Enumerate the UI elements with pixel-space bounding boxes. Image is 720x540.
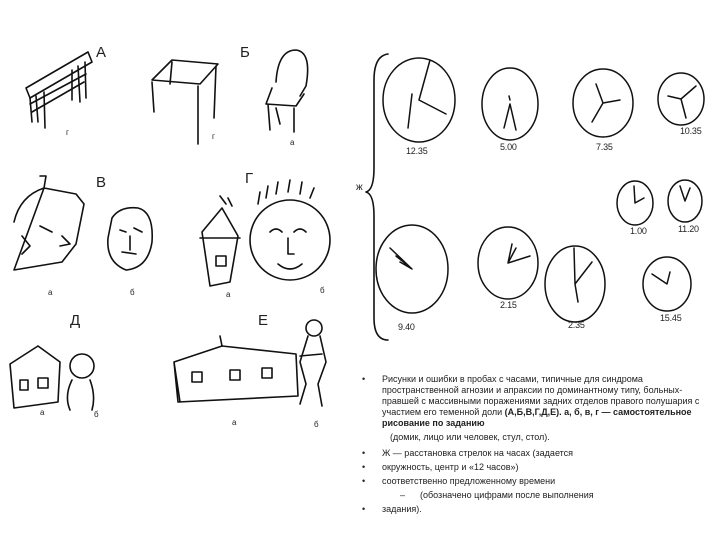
clock-face xyxy=(376,225,448,313)
bullet-icon: • xyxy=(362,448,366,458)
dash-icon: – xyxy=(400,490,406,500)
clock-face xyxy=(383,58,455,142)
sublabel: а xyxy=(226,290,231,299)
clock-time: 15.45 xyxy=(660,313,682,323)
sublabel: а xyxy=(290,138,295,147)
clock-time: 12.35 xyxy=(406,146,428,156)
drawing-house-g xyxy=(200,196,240,286)
caption-bold: (А,Б,В,Г,Д,Е). а, б, в, г — самостоятельное рисование по заданию xyxy=(382,407,692,428)
drawing-face-g xyxy=(250,180,330,280)
clock-time: 7.35 xyxy=(596,142,613,152)
drawing-house-e xyxy=(174,336,298,402)
label-e: Е xyxy=(258,312,269,329)
sublabel: б xyxy=(130,288,135,297)
caption-item xyxy=(360,476,705,487)
label-a: А xyxy=(96,44,107,61)
clock-time: 10.35 xyxy=(680,126,702,136)
clock-time: 11.20 xyxy=(678,224,699,234)
drawing-table xyxy=(26,52,92,128)
bullet-icon: • xyxy=(362,374,366,384)
sublabel: б xyxy=(320,286,325,295)
clock-face xyxy=(573,69,633,137)
drawing-person-d xyxy=(67,354,94,410)
figure-caption xyxy=(360,374,705,518)
drawing-face-v xyxy=(108,208,152,270)
label-b: Б xyxy=(240,44,250,61)
caption-item xyxy=(360,504,705,515)
caption-item xyxy=(360,448,705,459)
clock-face xyxy=(643,257,691,311)
drawing-house-d xyxy=(10,346,60,408)
clock-time: 9.40 xyxy=(398,322,415,332)
drawing-house-v xyxy=(14,176,84,270)
sublabel: а xyxy=(232,418,237,427)
sublabel: б xyxy=(314,420,319,429)
caption-text: соответственно предложенному времени xyxy=(382,476,556,486)
clock-time: 5.00 xyxy=(500,142,517,152)
bullet-icon: • xyxy=(362,504,366,514)
clock-time: 2.15 xyxy=(500,300,517,310)
caption-text: (обозначено цифрами после выполнения xyxy=(420,490,594,500)
caption-item xyxy=(360,490,705,501)
drawing-person-e xyxy=(300,320,326,406)
clock-face xyxy=(482,68,538,140)
clock-face xyxy=(478,227,538,299)
clock-time: 1.00 xyxy=(630,226,647,236)
label-zh: ж xyxy=(356,182,363,193)
label-d: Д xyxy=(70,312,81,329)
clock-face xyxy=(658,73,704,125)
clock-face xyxy=(668,180,702,222)
sublabel: а xyxy=(40,408,45,417)
sublabel: б xyxy=(94,410,99,419)
caption-text: задания). xyxy=(382,504,422,514)
label-g: Г xyxy=(245,170,254,187)
drawing-chair xyxy=(266,50,308,132)
clock-time: 2.35 xyxy=(568,320,585,330)
caption-note: (домик, лицо или человек, стул, стол). xyxy=(390,432,550,442)
label-v: В xyxy=(96,174,107,191)
clock-face xyxy=(617,181,653,225)
sublabel: а xyxy=(48,288,53,297)
caption-item xyxy=(360,374,705,429)
drawing-table-2 xyxy=(152,60,218,144)
caption-item xyxy=(360,462,705,473)
bullet-icon: • xyxy=(362,462,366,472)
sublabel: г xyxy=(66,128,69,137)
clock-face xyxy=(545,246,605,322)
bullet-icon: • xyxy=(362,476,366,486)
caption-text: Ж — расстановка стрелок на часах (задается xyxy=(382,448,574,458)
sublabel: г xyxy=(212,132,215,141)
caption-text: окружность, центр и «12 часов») xyxy=(382,462,519,472)
caption-text: Рисунки и ошибки в пробах с часами, типичные для синдрома пространственной агнозии и апраксии по доминантному типу, больных-правшей с массивными поражениями задних отделов правого полушария с участием его теменной доли xyxy=(382,374,700,417)
